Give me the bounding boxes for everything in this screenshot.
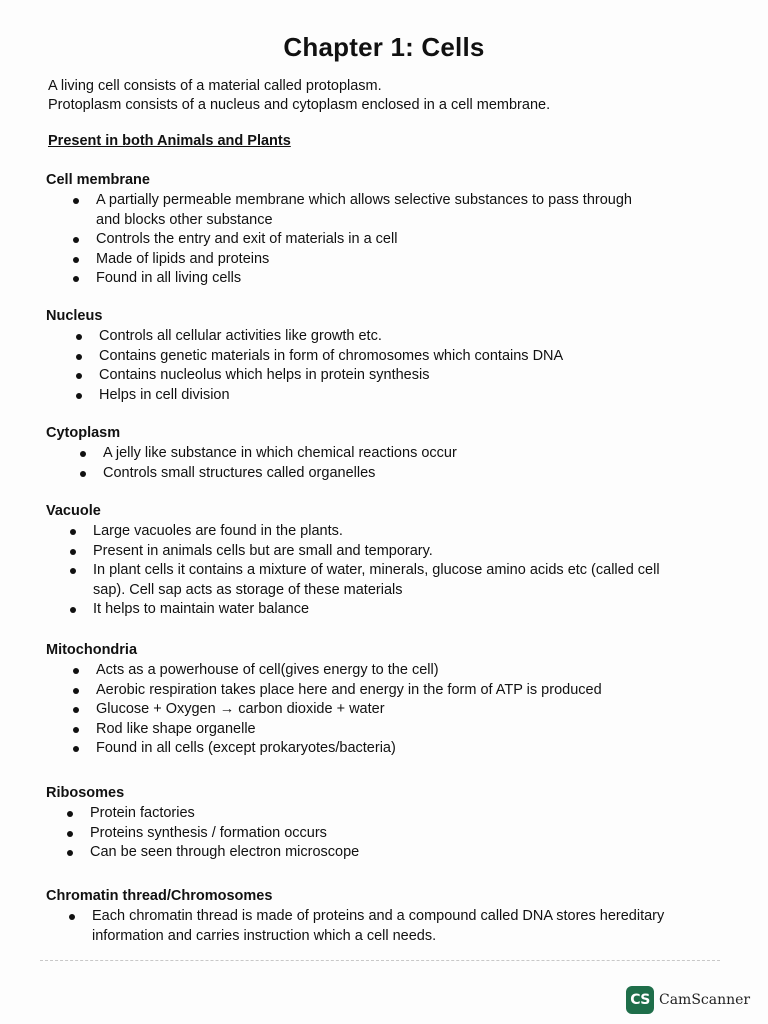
list-item: Large vacuoles are found in the plants.	[93, 522, 706, 542]
bullet-list	[46, 804, 706, 863]
list-item: Protein factories	[90, 804, 706, 824]
list-item: Helps in cell division	[99, 386, 706, 406]
list-item: Made of lipids and proteins	[96, 250, 706, 270]
section-heading: Chromatin thread/Chromosomes	[46, 888, 273, 904]
section-heading: Cell membrane	[46, 172, 150, 188]
section-subheading: Present in both Animals and Plants	[48, 133, 291, 149]
bullet-list	[46, 444, 706, 483]
list-item: Controls the entry and exit of materials in a cell	[96, 230, 706, 250]
list-item: Contains nucleolus which helps in protein synthesis	[99, 366, 706, 386]
list-item: Present in animals cells but are small and temporary.	[93, 542, 706, 562]
section-heading: Nucleus	[46, 308, 103, 324]
section-heading: Vacuole	[46, 503, 101, 519]
scan-edge-line	[40, 960, 720, 961]
list-item: Acts as a powerhouse of cell(gives energy to the cell)	[96, 661, 706, 681]
section-nucleus	[46, 307, 706, 405]
section-heading: Mitochondria	[46, 642, 138, 658]
camscanner-logo-icon: CS	[626, 986, 654, 1014]
list-item: Rod like shape organelle	[96, 720, 706, 740]
camscanner-watermark	[626, 986, 750, 1014]
bullet-list	[46, 191, 706, 289]
section-cell-membrane	[46, 171, 706, 289]
list-item: A partially permeable membrane which allows selective substances to pass through and blocks other substance	[96, 191, 656, 230]
list-item: It helps to maintain water balance	[93, 600, 706, 620]
page-title: Chapter 1: Cells	[283, 32, 485, 62]
bullet-list	[46, 907, 706, 946]
section-cytoplasm	[46, 424, 706, 483]
list-item: A jelly like substance in which chemical reactions occur	[103, 444, 706, 464]
list-item: Controls small structures called organelles	[103, 464, 706, 484]
section-heading: Ribosomes	[46, 785, 125, 801]
list-item: Found in all living cells	[96, 269, 706, 289]
bullet-list	[46, 522, 706, 620]
intro-line: Protoplasm consists of a nucleus and cytoplasm enclosed in a cell membrane.	[48, 97, 551, 113]
section-vacuole	[46, 502, 706, 620]
section-ribosomes	[46, 784, 706, 863]
bullet-list	[46, 661, 706, 759]
intro-line: A living cell consists of a material called protoplasm.	[48, 78, 382, 94]
list-item: Proteins synthesis / formation occurs	[90, 824, 706, 844]
list-item: Found in all cells (except prokaryotes/bacteria)	[96, 739, 706, 759]
section-heading: Cytoplasm	[46, 425, 121, 441]
list-item: Can be seen through electron microscope	[90, 843, 706, 863]
intro-paragraph	[48, 77, 708, 115]
section-chromatin	[46, 887, 706, 946]
list-item: In plant cells it contains a mixture of water, minerals, glucose amino acids etc (called cell sap). Cell sap acts as storage of these materials	[93, 561, 693, 600]
list-item: Glucose + Oxygen → carbon dioxide + water	[96, 700, 706, 720]
list-item: Controls all cellular activities like growth etc.	[99, 327, 706, 347]
camscanner-text: CamScanner	[659, 992, 751, 1008]
section-mitochondria	[46, 641, 706, 759]
list-item: Each chromatin thread is made of proteins and a compound called DNA stores hereditary information and carries instruction which a cell needs.	[92, 907, 682, 946]
list-item: Contains genetic materials in form of chromosomes which contains DNA	[99, 347, 706, 367]
bullet-list	[46, 327, 706, 405]
list-item: Aerobic respiration takes place here and energy in the form of ATP is produced	[96, 681, 706, 701]
